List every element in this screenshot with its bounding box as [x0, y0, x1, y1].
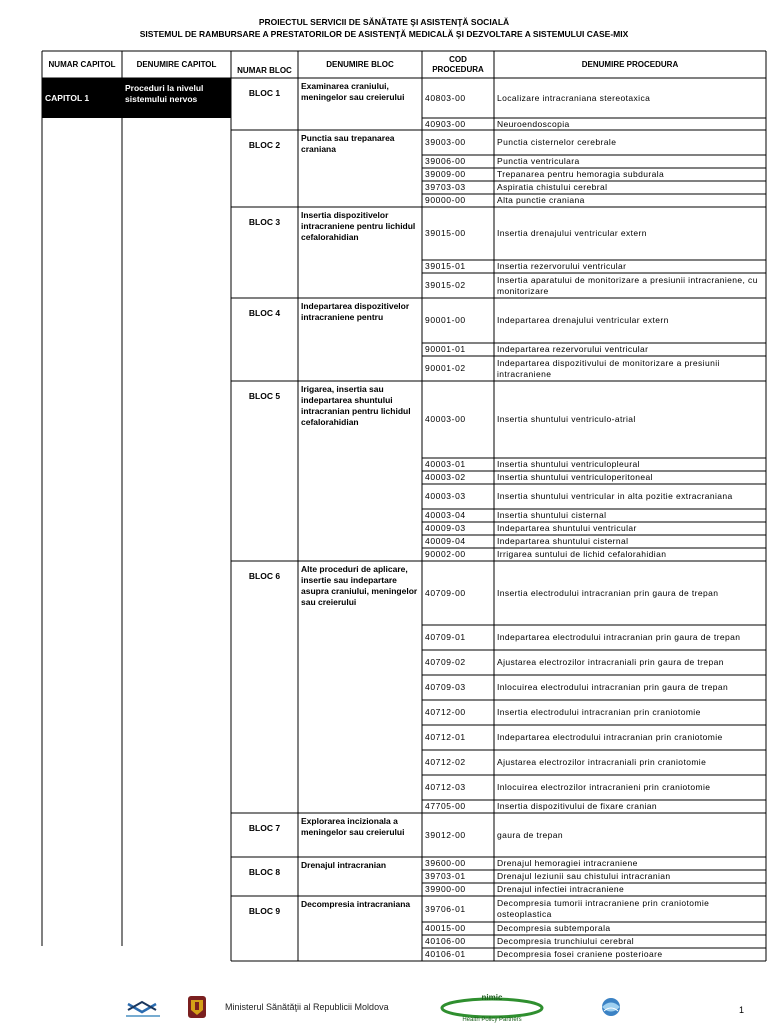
procedure-code: 47705-00: [425, 801, 466, 811]
procedure-name: Drenajul leziunii sau chistului intracranian: [497, 871, 671, 881]
ministry-logo-text: Ministerul Sănătăţii al Republicii Moldova: [225, 1002, 389, 1012]
project-title: PROIECTUL SERVICII DE SĂNĂTATE ŞI ASISTENŢĂ SOCIALĂ: [258, 17, 510, 27]
procedure-code: 39009-00: [425, 169, 466, 179]
footer-logos: [0, 990, 768, 1024]
procedure-name: Neuroendoscopia: [497, 118, 570, 129]
procedure-name: Alta punctie craniana: [497, 195, 585, 205]
block-name: Drenajul intracranian: [301, 860, 387, 870]
procedure-name: Trepanarea pentru hemoragia subdurala: [497, 169, 665, 179]
block-name: Punctia sau trepanarea craniana: [301, 133, 395, 154]
chapter-number: CAPITOL 1: [45, 92, 90, 103]
procedure-code: 40709-01: [425, 632, 466, 642]
block-name: Examinarea craniului, meningelor sau creierului: [301, 81, 405, 102]
procedure-name: Insertia shuntului ventriculo-atrial: [497, 414, 636, 424]
logo-nimic-text: nimic: [481, 993, 503, 1002]
procedure-code: 39015-01: [425, 261, 466, 271]
chapter-name: Proceduri la nivelul sistemului nervos: [125, 83, 204, 104]
procedure-name: Ajustarea electrozilor intracraniali prin gaura de trepan: [497, 657, 724, 667]
procedure-name: Indepartarea rezervorului ventricular: [497, 344, 649, 354]
health-policy-logo-icon: [442, 993, 542, 1023]
column-header-numar-capitol: NUMAR CAPITOL: [48, 59, 116, 69]
procedure-name: Insertia aparatului de monitorizare a presiunii intracraniene, cu monitorizare: [497, 274, 758, 296]
procedure-name: Insertia rezervorului ventricular: [497, 261, 627, 271]
procedure-code: 40003-03: [425, 491, 466, 501]
procedure-code: 40003-02: [425, 472, 466, 482]
procedure-code: 40009-03: [425, 523, 466, 533]
procedure-code: 40106-00: [425, 936, 466, 946]
procedure-name: Insertia drenajului ventricular extern: [497, 228, 647, 238]
block-number: BLOC 4: [248, 308, 281, 318]
procedure-code: 40712-01: [425, 732, 466, 742]
block-number: BLOC 9: [248, 906, 281, 916]
procedure-code: 39900-00: [425, 884, 466, 894]
block-name: Irigarea, insertia sau indepartarea shuntului intracranian pentru lichidul cefalorahidian: [301, 384, 411, 427]
procedure-code: 39703-03: [425, 182, 466, 192]
procedure-name: Punctia ventriculara: [497, 156, 580, 166]
procedure-name: Indepartarea electrodului intracranian prin craniotomie: [497, 732, 723, 742]
procedure-code: 40709-00: [425, 587, 466, 598]
procedure-name: Indepartarea shuntului cisternal: [497, 536, 629, 546]
procedure-code: 40009-04: [425, 536, 466, 546]
system-title: SISTEMUL DE RAMBURSARE A PRESTATORILOR DE ASISTENŢĂ MEDICALĂ ŞI DEZVOLTARE A SISTEMULUI CASE-MIX: [139, 29, 629, 39]
procedure-code: 40106-01: [425, 949, 466, 959]
procedure-name: gaura de trepan: [497, 829, 564, 840]
procedure-code: 39015-00: [425, 228, 466, 238]
procedure-name: Punctia cisternelor cerebrale: [497, 137, 617, 147]
procedure-name: Indepartarea dispozitivului de monitorizare a presiunii intracraniene: [497, 357, 720, 379]
logo-health-text: Health Policy Partners: [462, 1017, 522, 1023]
procedure-code: 40003-01: [425, 459, 466, 469]
procedure-code: 39012-00: [425, 829, 466, 840]
procedure-name: Insertia shuntului ventriculoperitoneal: [497, 472, 653, 482]
procedure-name: Decompresia trunchiului cerebral: [497, 936, 635, 946]
procedure-code: 39703-01: [425, 871, 466, 881]
procedure-name: Indepartarea electrodului intracranian prin gaura de trepan: [497, 632, 741, 642]
footer-logo-strip: [0, 990, 768, 1024]
procedure-code: 90002-00: [425, 549, 466, 559]
procedure-code: 40712-02: [425, 757, 466, 767]
procedure-name: Drenajul infectiei intracraniene: [497, 884, 625, 894]
wave-logo-icon: [126, 1002, 160, 1016]
globe-logo-icon: [602, 998, 620, 1016]
procedure-code: 40709-03: [425, 682, 466, 692]
procedure-code: 40003-00: [425, 414, 466, 424]
column-header-denumire-procedura: DENUMIRE PROCEDURA: [581, 59, 679, 69]
procedure-name: Indepartarea shuntului ventricular: [497, 523, 637, 533]
procedure-code: 40712-03: [425, 782, 466, 792]
procedure-code: 39006-00: [425, 156, 466, 166]
procedure-name: Aspiratia chistului cerebral: [497, 182, 608, 192]
procedure-name: Drenajul hemoragiei intracraniene: [497, 858, 638, 868]
procedure-code: 90001-02: [425, 363, 466, 373]
procedure-code: 90001-00: [425, 315, 466, 325]
block-number: BLOC 7: [248, 823, 281, 833]
procedure-name: Inlocuirea electrozilor intracranieni prin craniotomie: [497, 782, 711, 792]
procedure-name: Ajustarea electrozilor intracraniali prin craniotomie: [497, 757, 707, 767]
procedure-name: Decompresia fosei craniene posterioare: [497, 949, 663, 959]
procedure-code: 40003-04: [425, 510, 466, 520]
procedure-code: 40015-00: [425, 923, 466, 933]
block-name: Explorarea incizionala a meningelor sau creierului: [301, 816, 405, 837]
block-number: BLOC 2: [248, 140, 281, 150]
moldova-coat-of-arms-icon: [188, 996, 206, 1018]
block-number: BLOC 6: [248, 571, 281, 581]
procedure-code: 39706-01: [425, 903, 466, 914]
procedure-name: Decompresia tumorii intracraniene prin craniotomie osteoplastica: [497, 898, 710, 919]
procedure-name: Irrigarea suntului de lichid cefalorahidian: [497, 549, 667, 559]
block-name: Decompresia intracraniana: [301, 899, 411, 909]
procedure-name: Decompresia subtemporala: [497, 923, 611, 933]
block-number: BLOC 5: [248, 391, 281, 401]
block-name: Insertia dispozitivelor intracraniene pentru lichidul cefalorahidian: [301, 210, 416, 242]
block-name: Alte proceduri de aplicare, insertie sau indepartare asupra craniului, meningelor sau creierului: [301, 564, 418, 607]
procedure-name: Insertia dispozitivului de fixare cranian: [497, 801, 658, 811]
column-header-cod-procedura: COD PROCEDURA: [432, 54, 484, 74]
procedure-name: Insertia shuntului ventriculopleural: [497, 459, 640, 469]
procedure-code: 40712-00: [425, 707, 466, 717]
procedure-code: 39015-02: [425, 280, 466, 290]
block-number: BLOC 1: [248, 88, 281, 98]
procedure-code: 90000-00: [425, 195, 466, 205]
block-number: BLOC 8: [248, 867, 281, 877]
procedure-name: Insertia electrodului intracranian prin craniotomie: [497, 707, 701, 717]
procedure-code: 39600-00: [425, 858, 466, 868]
block-name: Indepartarea dispozitivelor intracraniene pentru: [301, 301, 410, 322]
procedure-code: 40803-00: [425, 92, 466, 103]
procedure-name: Indepartarea drenajului ventricular extern: [497, 315, 669, 325]
column-header-numar-bloc: NUMAR BLOC: [237, 66, 292, 75]
procedure-name: Localizare intracraniana stereotaxica: [497, 92, 651, 103]
column-header-denumire-capitol: DENUMIRE CAPITOL: [136, 59, 217, 69]
block-number: BLOC 3: [248, 217, 281, 227]
procedure-code: 40903-00: [425, 118, 466, 129]
procedure-name: Insertia electrodului intracranian prin gaura de trepan: [497, 587, 719, 598]
procedure-code: 90001-01: [425, 344, 466, 354]
procedure-name: Insertia shuntului cisternal: [497, 510, 607, 520]
page-number: 1: [738, 1005, 744, 1015]
procedure-code: 39003-00: [425, 137, 466, 147]
column-header-denumire-bloc: DENUMIRE BLOC: [326, 59, 394, 69]
procedure-code: 40709-02: [425, 657, 466, 667]
procedure-name: Insertia shuntului ventricular in alta pozitie extracraniana: [497, 491, 733, 501]
procedure-name: Inlocuirea electrodului intracranian prin gaura de trepan: [497, 682, 729, 692]
